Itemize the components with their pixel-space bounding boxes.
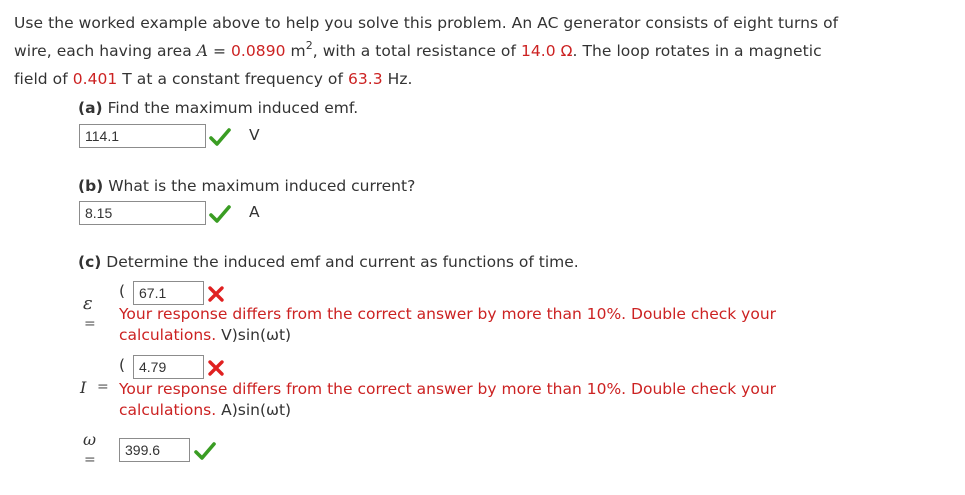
emf-feedback-text: Your response differs from the correct answer by more than 10%. Double check your calculations.	[119, 305, 777, 344]
problem-text: wire, each having area	[14, 42, 197, 60]
part-b-label: (b)	[78, 177, 104, 195]
problem-text: . The loop rotates in a magnetic	[572, 42, 822, 60]
part-c-question	[78, 253, 579, 271]
current-open-paren: (	[119, 356, 126, 374]
current-feedback-text: Your response differs from the correct answer by more than 10%. Double check your calculations.	[119, 380, 777, 419]
resistance-value: 14.0	[520, 42, 556, 60]
omega-equals: =	[84, 452, 96, 468]
part-b-answer-input[interactable]: 8.15	[79, 201, 206, 225]
omega-symbol: ω	[83, 430, 97, 449]
emf-feedback	[119, 304, 839, 346]
part-a-unit: V	[249, 126, 260, 144]
current-answer-input[interactable]: 4.79	[133, 355, 204, 379]
current-unit-suffix: A)sin(ωt)	[216, 401, 292, 419]
emf-unit-suffix: V)sin(ωt)	[216, 326, 292, 344]
problem-text: T at a constant frequency of	[117, 70, 348, 88]
part-c-label: (c)	[78, 253, 102, 271]
problem-statement	[14, 9, 934, 93]
emf-open-paren: (	[119, 282, 126, 300]
part-a-text: Find the maximum induced emf.	[102, 99, 359, 117]
part-b-text: What is the maximum induced current?	[103, 177, 416, 195]
part-b-question	[78, 177, 415, 195]
area-value: 0.0890	[231, 42, 286, 60]
check-icon	[194, 442, 216, 460]
frequency-value: 63.3	[347, 70, 383, 88]
emf-symbol: ε	[83, 293, 93, 314]
problem-text: =	[208, 42, 231, 60]
part-a-answer-input[interactable]: 114.1	[79, 124, 206, 148]
current-equals: =	[97, 379, 109, 395]
part-b-unit: A	[249, 203, 260, 221]
current-feedback	[119, 379, 839, 421]
area-unit: m	[285, 42, 306, 60]
emf-equals: =	[84, 316, 96, 332]
problem-text: Hz.	[382, 70, 413, 88]
resistance-unit: Ω	[555, 42, 573, 60]
problem-text: field of	[14, 70, 73, 88]
part-a-question	[78, 99, 358, 117]
cross-icon	[207, 285, 225, 303]
cross-icon	[207, 359, 225, 377]
part-a-label: (a)	[78, 99, 103, 117]
problem-text: Use the worked example above to help you solve this problem. An AC generator consists of eight turns of	[14, 14, 839, 32]
omega-answer-input[interactable]: 399.6	[119, 438, 190, 462]
part-c-text: Determine the induced emf and current as functions of time.	[101, 253, 579, 271]
check-icon	[209, 205, 231, 223]
area-exponent: 2	[305, 39, 313, 52]
current-symbol: I	[80, 378, 87, 397]
check-icon	[209, 128, 231, 146]
problem-text: , with a total resistance of	[312, 42, 521, 60]
emf-answer-input[interactable]: 67.1	[133, 281, 204, 305]
area-symbol: A	[196, 42, 208, 60]
field-value: 0.401	[72, 70, 118, 88]
